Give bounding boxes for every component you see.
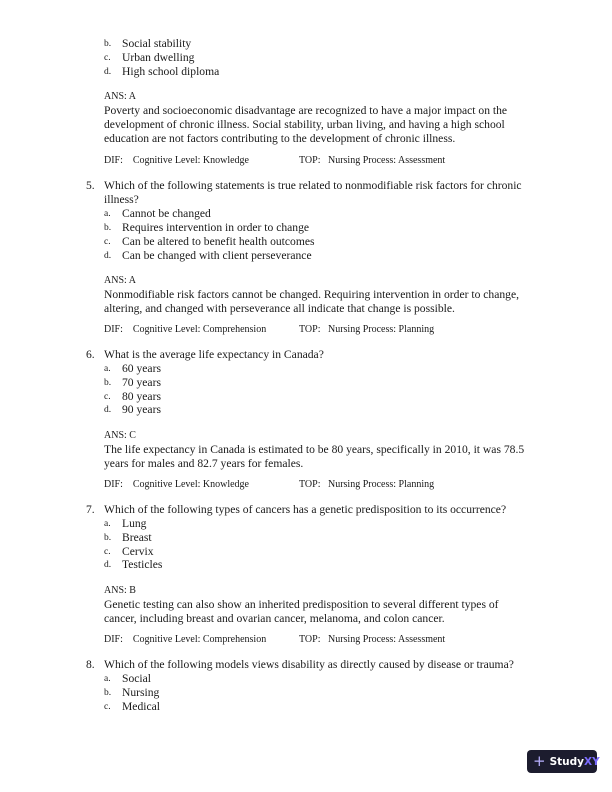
- option-text: Breast: [122, 531, 152, 544]
- answer-key: ANS: A: [104, 275, 136, 286]
- question-number: 7.: [86, 503, 95, 516]
- rationale-line: years for males and 82.7 years for females.: [104, 457, 304, 470]
- topic: TOP: Nursing Process: Planning: [299, 479, 435, 490]
- rationale-line: The life expectancy in Canada is estimated to be 80 years, specifically in 2010, it was 78.5: [104, 443, 525, 456]
- option-letter: a.: [104, 519, 111, 529]
- option-text: Can be altered to benefit health outcomes: [122, 235, 315, 248]
- option-text: 70 years: [122, 376, 161, 389]
- rationale-line: education are not factors contributing to the development of chronic illness.: [104, 132, 456, 145]
- option-letter: c.: [104, 53, 111, 63]
- option-text: 60 years: [122, 362, 161, 375]
- question-stem: Which of the following statements is true related to nonmodifiable risk factors for chronic: [104, 179, 522, 192]
- rationale-line: Genetic testing can also show an inherited predisposition to several different types of: [104, 598, 499, 611]
- option-text: 90 years: [122, 403, 161, 416]
- question-number: 6.: [86, 348, 95, 361]
- option-text: Testicles: [122, 558, 163, 571]
- rationale-line: Poverty and socioeconomic disadvantage are recognized to have a major impact on the: [104, 104, 508, 117]
- option-letter: c.: [104, 392, 111, 402]
- question-stem: What is the average life expectancy in Canada?: [104, 348, 324, 361]
- option-letter: b.: [104, 533, 112, 543]
- answer-key: ANS: B: [104, 585, 136, 596]
- option-text: High school diploma: [122, 65, 220, 78]
- question-number: 5.: [86, 179, 95, 192]
- brand-main: Study: [549, 755, 584, 768]
- rationale-line: Nonmodifiable risk factors cannot be changed. Requiring intervention in order to change,: [104, 288, 519, 301]
- difficulty: DIF: Cognitive Level: Comprehension: [104, 324, 267, 335]
- option-text: Medical: [122, 700, 160, 713]
- topic: TOP: Nursing Process: Planning: [299, 324, 435, 335]
- answer-key: ANS: C: [104, 430, 136, 441]
- option-letter: b.: [104, 223, 112, 233]
- option-text: Nursing: [122, 686, 160, 699]
- option-text: Social: [122, 672, 151, 685]
- option-letter: c.: [104, 237, 111, 247]
- option-letter: b.: [104, 688, 112, 698]
- rationale-line: altering, and changed with perseverance all indicate that change is possible.: [104, 302, 455, 315]
- question-stem: Which of the following models views disability as directly caused by disease or trauma?: [104, 658, 514, 671]
- option-letter: c.: [104, 702, 111, 712]
- option-letter: a.: [104, 364, 111, 374]
- question-number: 8.: [86, 658, 95, 671]
- plus-icon: +: [533, 752, 546, 770]
- answer-key: ANS: A: [104, 91, 136, 102]
- rationale-line: cancer, including breast and ovarian cancer, melanoma, and colon cancer.: [104, 612, 445, 625]
- option-text: Social stability: [122, 37, 192, 50]
- option-letter: d.: [104, 405, 112, 415]
- option-text: Urban dwelling: [122, 51, 195, 64]
- option-letter: a.: [104, 674, 111, 684]
- option-text: Cervix: [122, 545, 154, 558]
- option-letter: b.: [104, 39, 112, 49]
- difficulty: DIF: Cognitive Level: Knowledge: [104, 479, 249, 490]
- brand-accent: XY: [584, 755, 600, 768]
- option-letter: d.: [104, 560, 112, 570]
- option-letter: c.: [104, 547, 111, 557]
- difficulty: DIF: Cognitive Level: Knowledge: [104, 155, 249, 166]
- difficulty: DIF: Cognitive Level: Comprehension: [104, 634, 267, 645]
- studyxy-badge[interactable]: [527, 750, 600, 773]
- option-letter: a.: [104, 209, 111, 219]
- option-letter: b.: [104, 378, 112, 388]
- rationale-line: development of chronic illness. Social stability, urban living, and having a high school: [104, 118, 505, 131]
- option-text: Cannot be changed: [122, 207, 211, 220]
- option-letter: d.: [104, 67, 112, 77]
- option-text: Can be changed with client perseverance: [122, 249, 312, 262]
- topic: TOP: Nursing Process: Assessment: [299, 634, 446, 645]
- option-text: 80 years: [122, 390, 161, 403]
- question-stem: illness?: [104, 193, 139, 206]
- question-stem: Which of the following types of cancers has a genetic predisposition to its occurrence?: [104, 503, 507, 516]
- option-letter: d.: [104, 251, 112, 261]
- option-text: Lung: [122, 517, 147, 530]
- topic: TOP: Nursing Process: Assessment: [299, 155, 446, 166]
- option-text: Requires intervention in order to change: [122, 221, 310, 234]
